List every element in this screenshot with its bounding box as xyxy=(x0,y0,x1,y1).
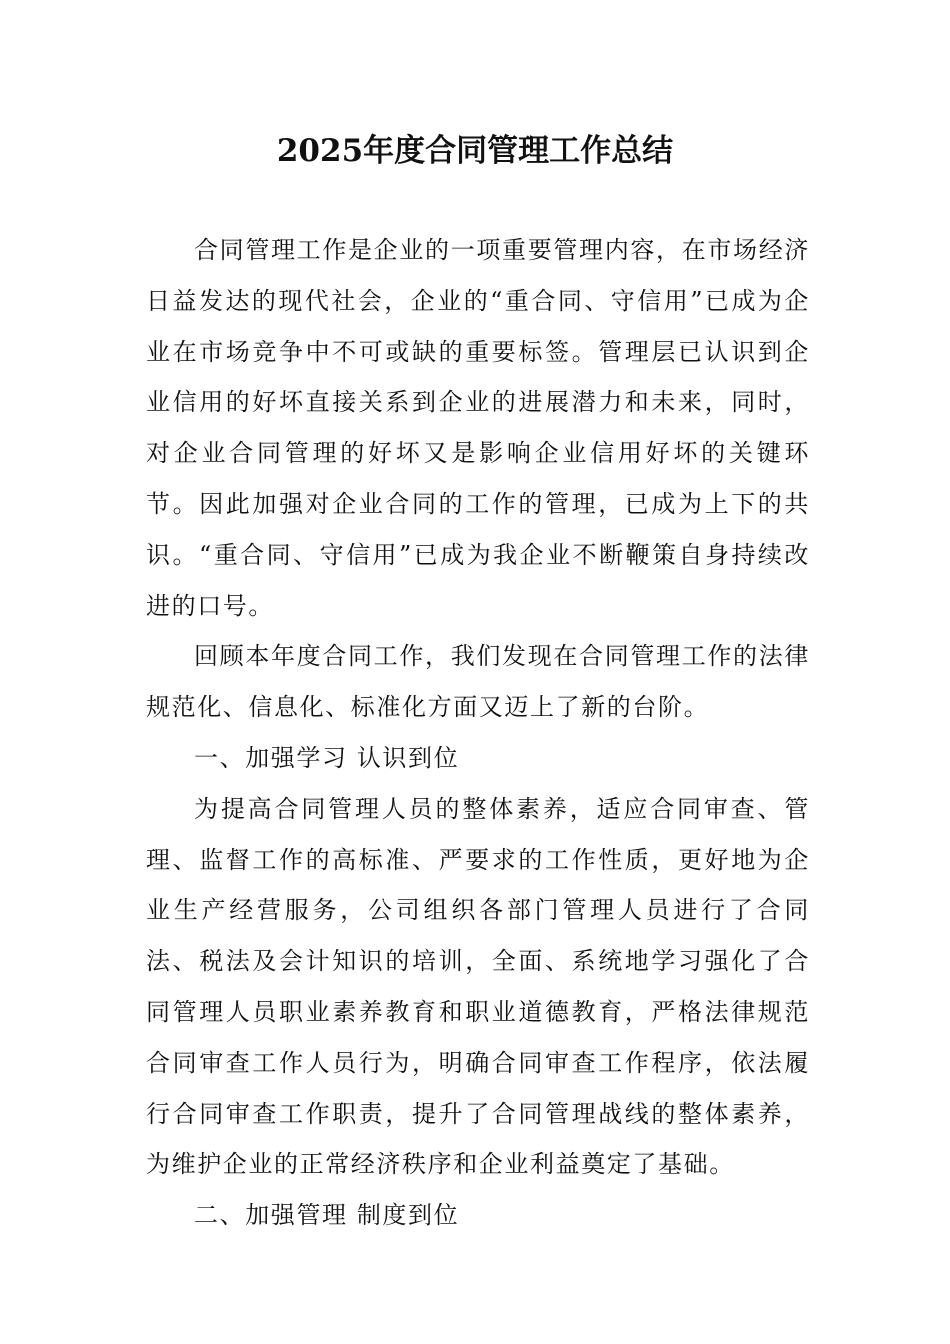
document-body xyxy=(146,225,810,1241)
document-title: 2025年度合同管理工作总结 xyxy=(276,133,674,169)
paragraph-intro: 合同管理工作是企业的一项重要管理内容，在市场经济日益发达的现代社会，企业的“重合同、守信用”已成为企业在市场竞争中不可或缺的重要标签。管理层已认识到企业信用的好坏直接关系到企业的进展潜力和未来，同时，对企业合同管理的好坏又是影响企业信用好坏的关键环节。因此加强对企业合同的工作的管理，已成为上下的共识。“重合同、守信用”已成为我企业不断鞭策自身持续改进的口号。 xyxy=(146,236,810,620)
section-heading-1: 一、加强学习 认识到位 xyxy=(194,743,460,772)
paragraph-section-1: 为提高合同管理人员的整体素养，适应合同审查、管理、监督工作的高标准、严要求的工作性质，更好地为企业生产经营服务，公司组织各部门管理人员进行了合同法、税法及会计知识的培训，全面、系统地学习强化了合同管理人员职业素养教育和职业道德教育，严格法律规范合同审查工作人员行为，明确合同审查工作程序，依法履行合同审查工作职责，提升了合同管理战线的整体素养，为维护企业的正常经济秩序和企业利益奠定了基础。 xyxy=(146,794,810,1179)
paragraph-review: 回顾本年度合同工作，我们发现在合同管理工作的法律规范化、信息化、标准化方面又迈上了新的台阶。 xyxy=(146,642,810,722)
section-heading-2: 二、加强管理 制度到位 xyxy=(194,1201,460,1230)
